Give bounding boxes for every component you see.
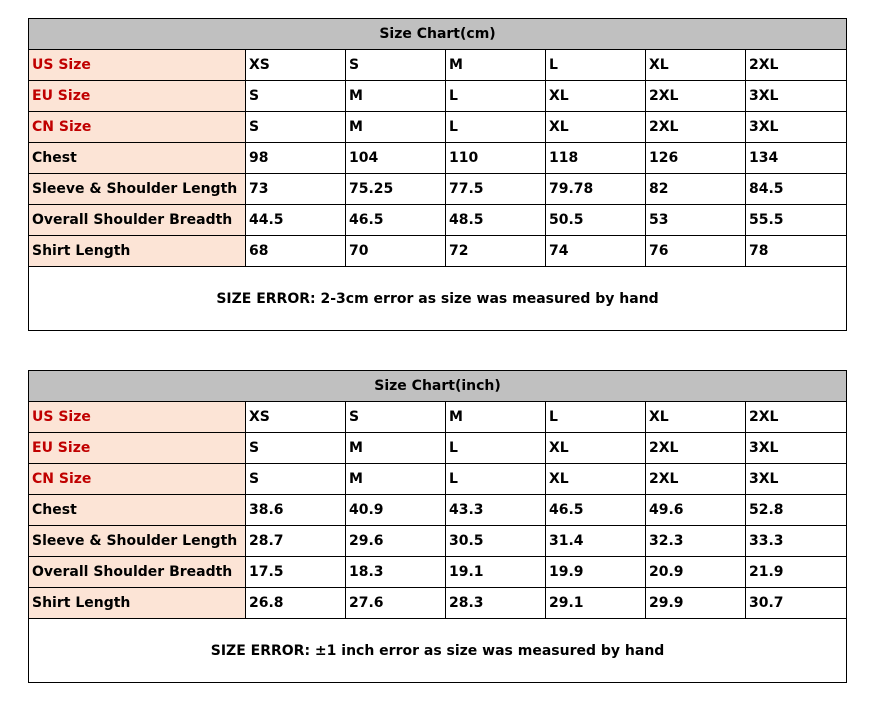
table-title-row <box>29 19 847 50</box>
row-label: Overall Shoulder Breadth <box>29 557 246 588</box>
table-cell: 46.5 <box>346 205 446 236</box>
table-cell: M <box>346 433 446 464</box>
table-row <box>29 557 847 588</box>
table-cell: 28.7 <box>246 526 346 557</box>
table-cell: S <box>246 464 346 495</box>
table-cell: XL <box>546 81 646 112</box>
table-cell: S <box>246 112 346 143</box>
table-cell: 28.3 <box>446 588 546 619</box>
table-title-row <box>29 371 847 402</box>
table-cell: 126 <box>646 143 746 174</box>
table-cell: 33.3 <box>746 526 847 557</box>
table-cell: XL <box>646 50 746 81</box>
table-cell: XL <box>546 464 646 495</box>
table-cell: 31.4 <box>546 526 646 557</box>
row-label: EU Size <box>29 81 246 112</box>
table-cell: M <box>446 50 546 81</box>
table-cell: 110 <box>446 143 546 174</box>
row-label: Sleeve & Shoulder Length <box>29 526 246 557</box>
table-cell: 3XL <box>746 433 847 464</box>
table-cell: 98 <box>246 143 346 174</box>
size-chart-inch-body <box>29 371 847 683</box>
table-row <box>29 174 847 205</box>
table-cell: L <box>446 112 546 143</box>
table-cell: XL <box>646 402 746 433</box>
table-cell: M <box>446 402 546 433</box>
table-cell: 2XL <box>646 464 746 495</box>
table-cell: 2XL <box>646 112 746 143</box>
table-cell: 74 <box>546 236 646 267</box>
table-cell: 40.9 <box>346 495 446 526</box>
table-row <box>29 205 847 236</box>
table-cell: 2XL <box>646 433 746 464</box>
table-cell: 118 <box>546 143 646 174</box>
table-title: Size Chart(inch) <box>29 371 847 402</box>
table-row <box>29 112 847 143</box>
table-cell: 76 <box>646 236 746 267</box>
size-chart-cm <box>28 18 847 331</box>
table-cell: XL <box>546 112 646 143</box>
table-row <box>29 588 847 619</box>
table-row <box>29 433 847 464</box>
table-cell: 50.5 <box>546 205 646 236</box>
table-cell: S <box>346 50 446 81</box>
table-cell: XS <box>246 50 346 81</box>
table-cell: 48.5 <box>446 205 546 236</box>
table-cell: XS <box>246 402 346 433</box>
table-cell: XL <box>546 433 646 464</box>
table-cell: 19.1 <box>446 557 546 588</box>
table-cell: 21.9 <box>746 557 847 588</box>
row-label: Shirt Length <box>29 588 246 619</box>
table-cell: 84.5 <box>746 174 847 205</box>
table-cell: S <box>346 402 446 433</box>
table-cell: 2XL <box>646 81 746 112</box>
table-cell: 3XL <box>746 464 847 495</box>
size-error-note: SIZE ERROR: 2-3cm error as size was measured by hand <box>29 267 847 331</box>
table-cell: 72 <box>446 236 546 267</box>
table-cell: L <box>446 433 546 464</box>
table-cell: 73 <box>246 174 346 205</box>
table-cell: 26.8 <box>246 588 346 619</box>
table-cell: 70 <box>346 236 446 267</box>
table-cell: M <box>346 81 446 112</box>
table-cell: 46.5 <box>546 495 646 526</box>
table-cell: 78 <box>746 236 847 267</box>
table-cell: 44.5 <box>246 205 346 236</box>
table-cell: 2XL <box>746 402 847 433</box>
table-cell: M <box>346 464 446 495</box>
table-cell: L <box>446 464 546 495</box>
table-cell: 82 <box>646 174 746 205</box>
row-label: US Size <box>29 402 246 433</box>
table-cell: 79.78 <box>546 174 646 205</box>
table-cell: 77.5 <box>446 174 546 205</box>
table-cell: 3XL <box>746 81 847 112</box>
table-cell: 38.6 <box>246 495 346 526</box>
row-label: Chest <box>29 495 246 526</box>
row-label: Overall Shoulder Breadth <box>29 205 246 236</box>
table-row <box>29 236 847 267</box>
table-cell: 30.5 <box>446 526 546 557</box>
table-cell: 43.3 <box>446 495 546 526</box>
table-cell: L <box>546 402 646 433</box>
row-label: Chest <box>29 143 246 174</box>
table-cell: 134 <box>746 143 847 174</box>
table-cell: 104 <box>346 143 446 174</box>
table-cell: 18.3 <box>346 557 446 588</box>
table-cell: 53 <box>646 205 746 236</box>
table-row <box>29 143 847 174</box>
row-label: Sleeve & Shoulder Length <box>29 174 246 205</box>
table-cell: 68 <box>246 236 346 267</box>
table-cell: 19.9 <box>546 557 646 588</box>
size-error-note-row <box>29 267 847 331</box>
row-label: CN Size <box>29 464 246 495</box>
table-row <box>29 50 847 81</box>
table-cell: 30.7 <box>746 588 847 619</box>
row-label: EU Size <box>29 433 246 464</box>
table-cell: 55.5 <box>746 205 847 236</box>
table-cell: 29.1 <box>546 588 646 619</box>
row-label: CN Size <box>29 112 246 143</box>
table-cell: L <box>546 50 646 81</box>
table-row <box>29 495 847 526</box>
size-error-note-row <box>29 619 847 683</box>
size-error-note: SIZE ERROR: ±1 inch error as size was measured by hand <box>29 619 847 683</box>
size-chart-inch <box>28 370 847 683</box>
table-cell: L <box>446 81 546 112</box>
table-title: Size Chart(cm) <box>29 19 847 50</box>
table-row <box>29 402 847 433</box>
table-cell: M <box>346 112 446 143</box>
table-cell: 52.8 <box>746 495 847 526</box>
size-chart-cm-body <box>29 19 847 331</box>
table-row <box>29 464 847 495</box>
table-cell: 49.6 <box>646 495 746 526</box>
table-cell: 29.9 <box>646 588 746 619</box>
table-row <box>29 81 847 112</box>
row-label: Shirt Length <box>29 236 246 267</box>
table-cell: 27.6 <box>346 588 446 619</box>
table-cell: S <box>246 433 346 464</box>
table-row <box>29 526 847 557</box>
table-cell: S <box>246 81 346 112</box>
table-cell: 20.9 <box>646 557 746 588</box>
table-cell: 32.3 <box>646 526 746 557</box>
table-cell: 3XL <box>746 112 847 143</box>
table-cell: 75.25 <box>346 174 446 205</box>
table-cell: 2XL <box>746 50 847 81</box>
table-cell: 29.6 <box>346 526 446 557</box>
table-cell: 17.5 <box>246 557 346 588</box>
row-label: US Size <box>29 50 246 81</box>
